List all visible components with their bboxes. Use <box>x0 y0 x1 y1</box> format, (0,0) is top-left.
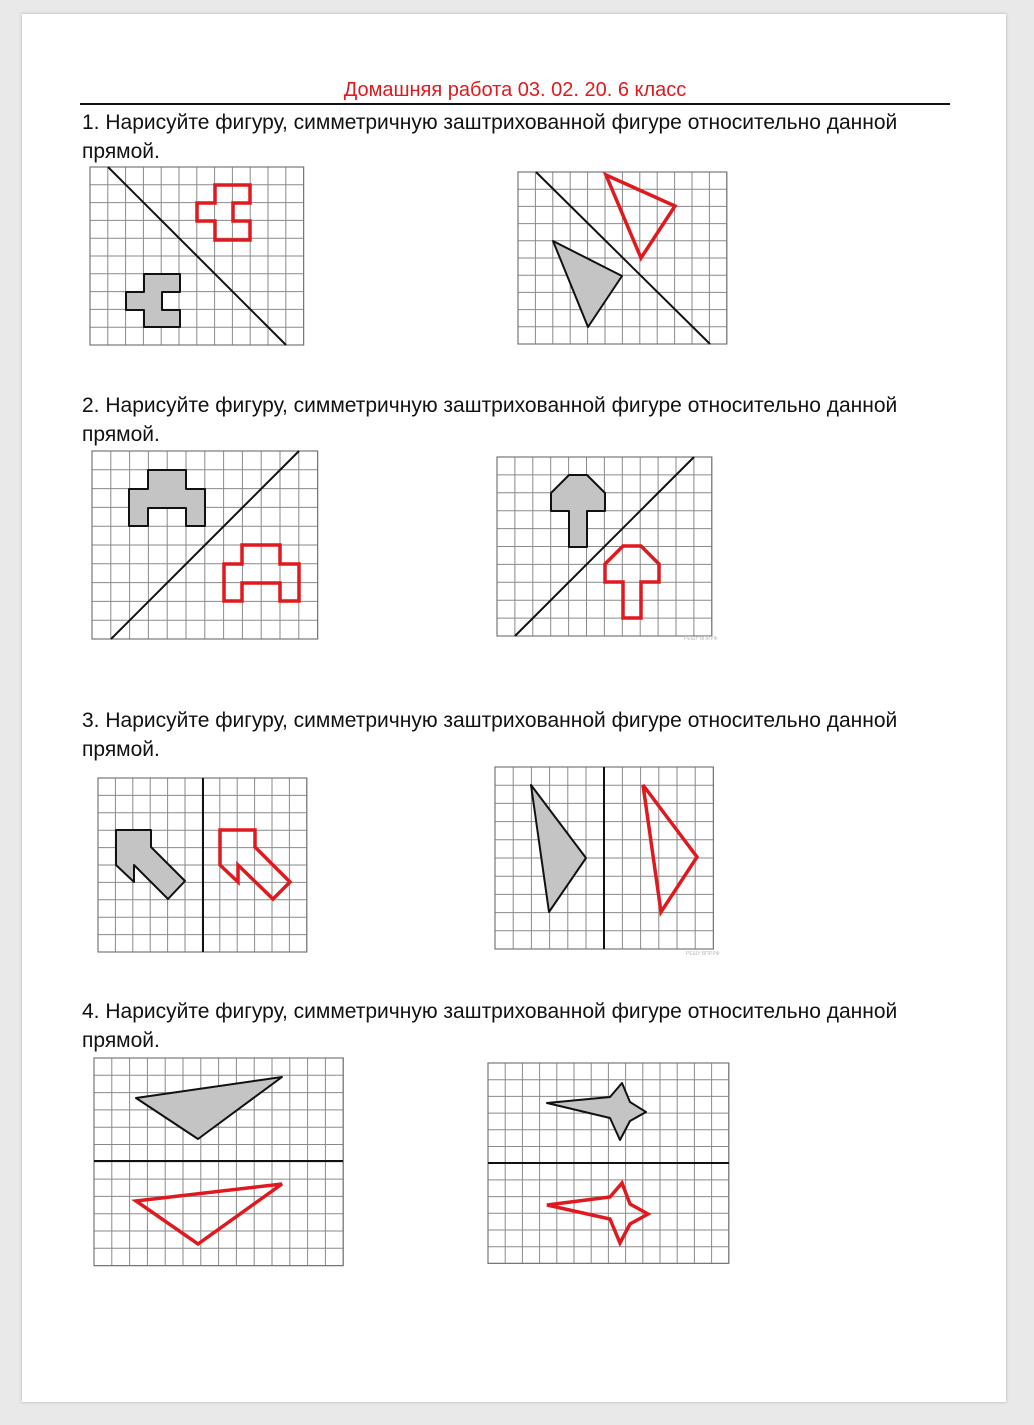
shaded-figure <box>547 1083 646 1140</box>
task-1-text: 1. Нарисуйте фигуру, симметричную заштрихованной фигуре относительно данной прямой. <box>82 111 898 163</box>
task-4-text: 4. Нарисуйте фигуру, симметричную заштрихованной фигуре относительно данной прямой. <box>82 1000 898 1052</box>
page-title: Домашняя работа 03. 02. 20. 6 класс <box>343 79 687 101</box>
source-credit: РЕШУ ВПР.РФ <box>686 951 720 957</box>
task-2-text: 2. Нарисуйте фигуру, симметричную заштрихованной фигуре относительно данной прямой. <box>82 394 898 446</box>
source-credit: РЕШУ ВПР.РФ <box>684 636 718 642</box>
task-3-text: 3. Нарисуйте фигуру, симметричную заштрихованной фигуре относительно данной прямой. <box>82 709 898 761</box>
